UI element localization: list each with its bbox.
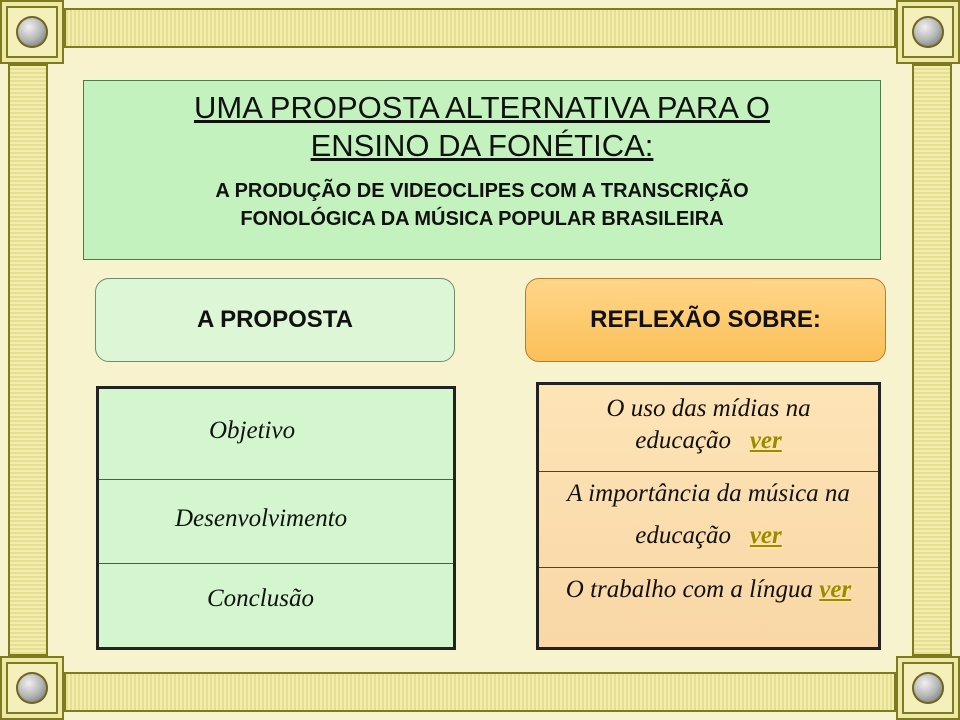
subtitle [84,177,880,233]
midias-text-line-2: educação [635,427,732,454]
corner-top-right [896,0,960,64]
reflexao-table [536,382,881,650]
musica-text-line-2: educação [635,522,732,549]
reflexao-row-musica [539,471,878,568]
proposta-row-objetivo[interactable] [99,389,453,480]
subtitle-line-1: A PRODUÇÃO DE VIDEOCLIPES COM A TRANSCRIÇÃO [215,180,749,202]
proposta-row-conclusao[interactable] [99,563,453,647]
corner-top-left [0,0,64,64]
title-box [83,80,881,260]
desenvolvimento-label[interactable]: Desenvolvimento [175,505,348,532]
lingua-text: O trabalho com a língua [565,576,814,603]
page-title [84,89,880,165]
objetivo-label[interactable]: Objetivo [209,417,296,444]
title-line-2: ENSINO DA FONÉTICA: [310,128,654,163]
midias-text-line-1: O uso das mídias na [606,395,811,422]
reflexao-button[interactable]: REFLEXÃO SOBRE: [525,278,886,362]
lingua-text-wrap [539,573,878,607]
metal-knob-icon [16,16,48,48]
proposta-row-desenvolvimento[interactable] [99,479,453,564]
corner-bottom-right [896,656,960,720]
metal-knob-icon [912,16,944,48]
title-line-1: UMA PROPOSTA ALTERNATIVA PARA O [194,90,770,125]
subtitle-line-2: FONOLÓGICA DA MÚSICA POPULAR BRASILEIRA [240,208,724,230]
frame-right [912,64,952,656]
reflexao-row-midias [539,385,878,472]
corner-bottom-left [0,656,64,720]
midias-text-line-2-wrap [539,425,878,457]
ver-lingua-link[interactable]: ver [819,576,852,603]
proposta-table [96,386,456,650]
metal-knob-icon [912,672,944,704]
ver-midias-link[interactable]: ver [749,427,782,454]
ver-musica-link[interactable]: ver [749,522,782,549]
musica-text-line-1: A importância da música na [567,480,850,507]
reflexao-row-lingua [539,567,878,647]
frame-bottom [64,672,896,712]
frame-top [64,8,896,48]
musica-text-line-2-wrap [539,519,878,553]
metal-knob-icon [16,672,48,704]
frame-left [8,64,48,656]
conclusao-label[interactable]: Conclusão [207,585,314,612]
proposta-button[interactable]: A PROPOSTA [95,278,455,362]
